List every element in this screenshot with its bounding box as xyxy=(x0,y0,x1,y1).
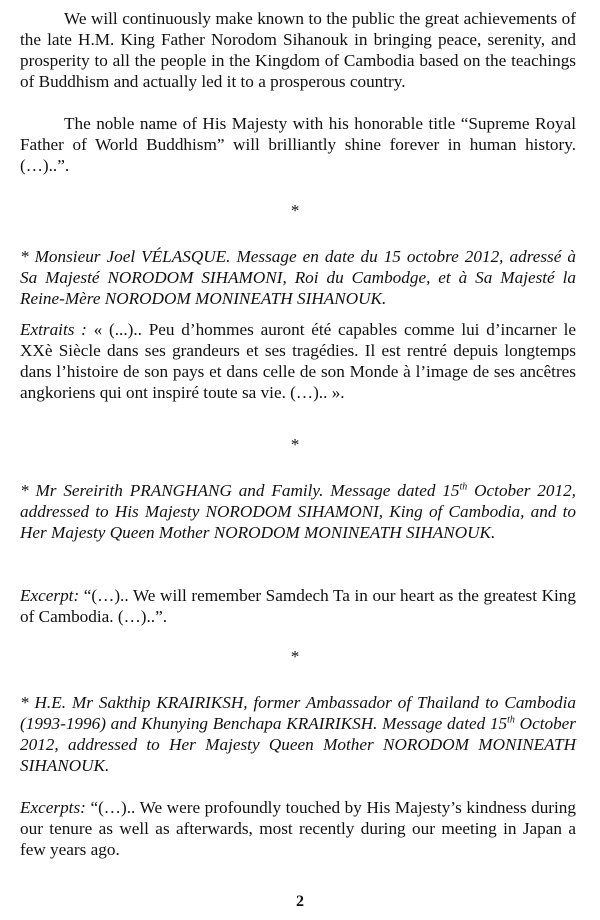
excerpt-label: Excerpts: xyxy=(20,798,86,817)
section-separator: * xyxy=(290,435,300,454)
krairiksh-header xyxy=(20,692,576,776)
excerpt-text: “(…).. We were profoundly touched by His Majesty’s kindness during our tenure as well as afterwards, most recently during our meeting in Japan a few years ago. xyxy=(20,798,576,859)
paragraph-noble-name: The noble name of His Majesty with his honorable title “Supreme Royal Father of World Buddhism” will brilliantly shine forever in human history. (…)..”. xyxy=(20,114,576,175)
excerpt-label: Excerpt: xyxy=(20,586,80,605)
velasque-header-text: * Monsieur Joel VÉLASQUE. Message en date du 15 octobre 2012, adressé à Sa Majesté NORODOM SIHAMONI, Roi du Cambodge, et à Sa Majesté la Reine-Mère NORODOM MONINEATH SIHANOUK. xyxy=(20,247,576,308)
excerpt-label: Extraits : xyxy=(20,320,87,339)
krairiksh-header-text: * H.E. Mr Sakthip KRAIRIKSH, former Ambassador of Thailand to Cambodia (1993-1996) and Khunying Benchapa KRAIRIKSH. Message dated 15th October 2012, addressed to Her Majesty Queen Mother NORODOM MONINEATH SIHANOUK. xyxy=(20,693,577,775)
excerpt-text: « (...).. Peu d’hommes auront été capables comme lui d’incarner le XXè Siècle dans ses grandeurs et ses tragédies. Il est rentré depuis longtemps dans l’histoire de son pays et dans celle de son Monde à l’image de ses ancêtres angkoriens qui ont inspiré toute sa vie. (…).. ». xyxy=(20,320,576,402)
page-number: 2 xyxy=(296,893,304,910)
excerpt-text: “(…).. We will remember Samdech Ta in our heart as the greatest King of Cambodia. (…)..”. xyxy=(20,586,576,626)
pranghang-excerpt xyxy=(20,585,576,627)
pranghang-header-text: * Mr Sereirith PRANGHANG and Family. Message dated 15th October 2012, addressed to His Majesty NORODOM SIHAMONI, King of Cambodia, and to Her Majesty Queen Mother NORODOM MONINEATH SIHANOUK. xyxy=(20,481,576,542)
pranghang-header xyxy=(20,480,576,543)
krairiksh-excerpt xyxy=(20,797,576,860)
section-separator: * xyxy=(290,201,300,220)
velasque-excerpt xyxy=(20,319,576,403)
section-separator: * xyxy=(290,647,300,666)
paragraph-achievements: We will continuously make known to the public the great achievements of the late H.M. King Father Norodom Sihanouk in bringing peace, serenity, and prosperity to all the people in the Kingdom of Cambodia based on the teachings of Buddhism and actually led it to a prosperous country. xyxy=(20,9,576,91)
velasque-header xyxy=(20,246,576,309)
